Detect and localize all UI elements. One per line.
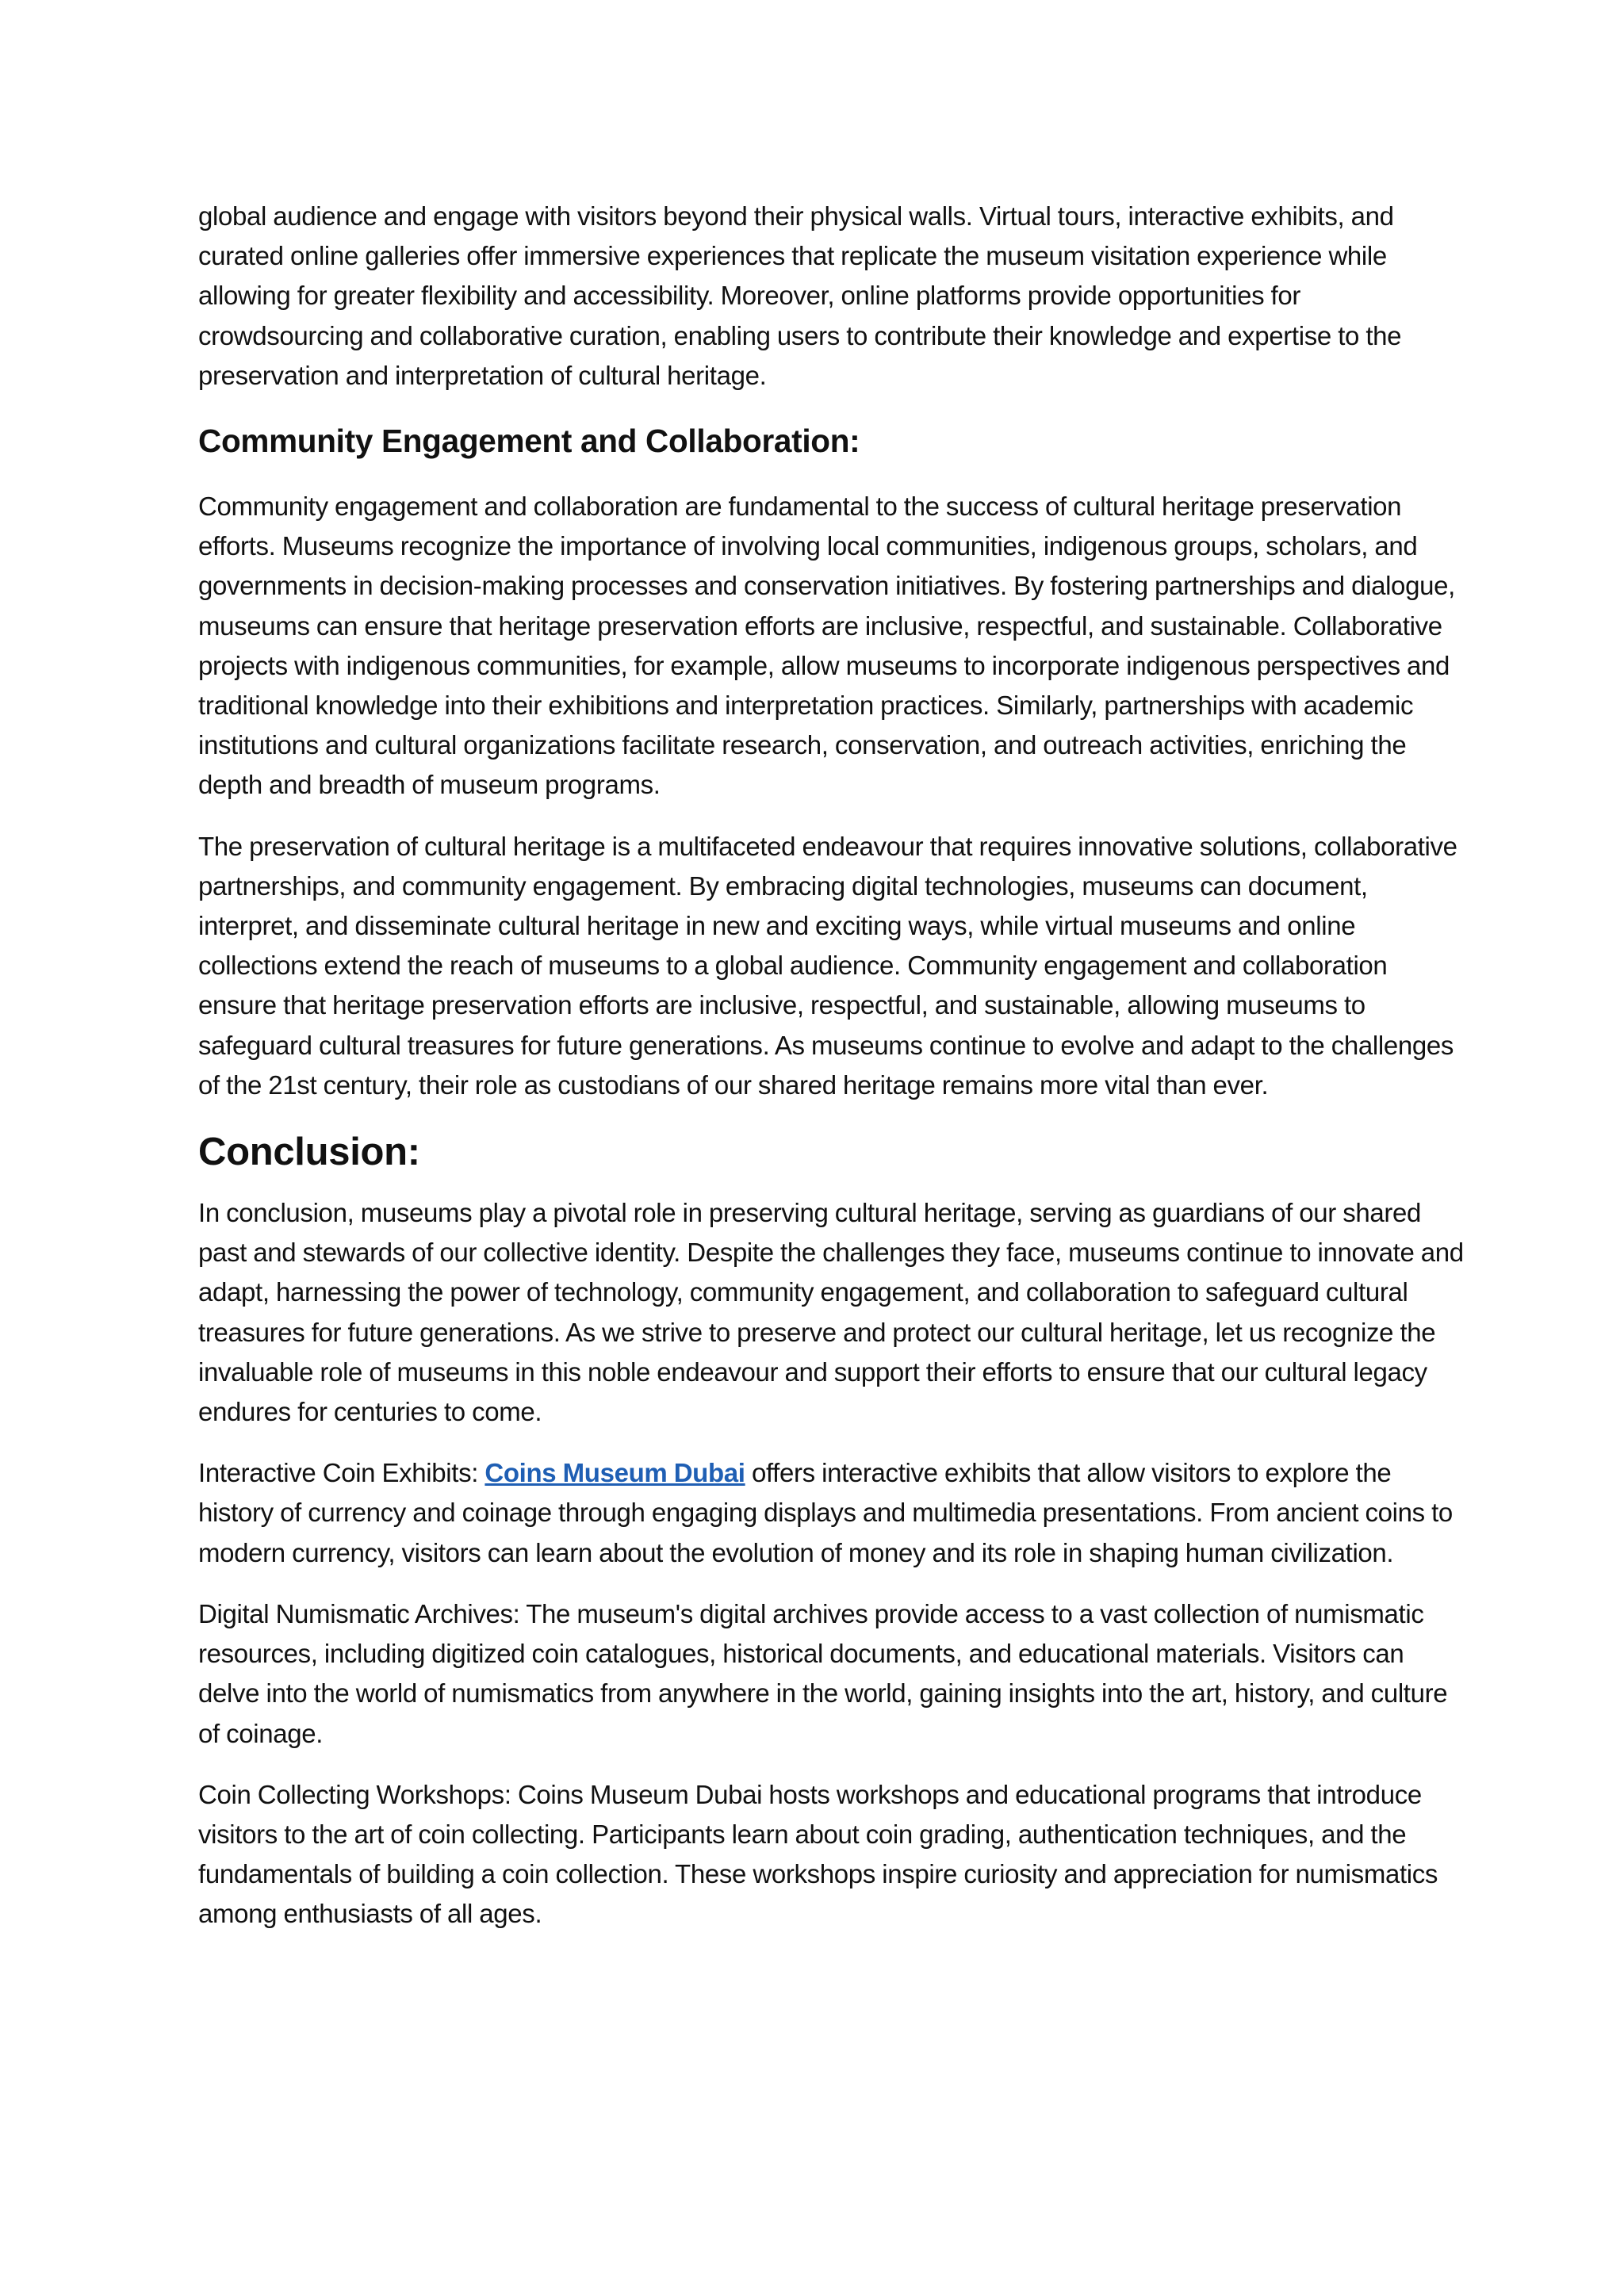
coins-museum-dubai-link[interactable]: Coins Museum Dubai [485, 1458, 745, 1488]
digital-archives-paragraph: Digital Numismatic Archives: The museum's digital archives provide access to a vast collection of numismatic resources, including digitized coin catalogues, historical documents, and educational materials. Visitors can delve into the world of numismatics from anywhere in the world, gaining insights into the art, history, and culture of coinage. [198, 1598, 1448, 1748]
conclusion-paragraph: In conclusion, museums play a pivotal role in preserving cultural heritage, serving as guardians of our shared past and stewards of our collective identity. Despite the challenges they face, museums continue to innovate and adapt, harnessing the power of technology, community engagement, and collaboration to safeguard cultural treasures for future generations. As we strive to preserve and protect our cultural heritage, let us recognize the invaluable role of museums in this noble endeavour and support their efforts to ensure that our cultural legacy endures for centuries to come. [198, 1198, 1464, 1427]
community-paragraph-2: The preservation of cultural heritage is a multifaceted endeavour that requires innovative solutions, collaborative partnerships, and community engagement. By embracing digital technologies, museums can document, interpret, and disseminate cultural heritage in new and exciting ways, while virtual museums and online collections extend the reach of museums to a global audience. Community engagement and collaboration ensure that heritage preservation efforts are inclusive, respectful, and sustainable, allowing museums to safeguard cultural treasures for future generations. As museums continue to evolve and adapt to the challenges of the 21st century, their role as custodians of our shared heritage remains more vital than ever. [198, 831, 1457, 1100]
section-heading-conclusion: Conclusion: [198, 1131, 420, 1174]
section-heading-community: Community Engagement and Collaboration: [198, 423, 860, 460]
interactive-prefix: Interactive Coin Exhibits: [198, 1458, 485, 1488]
interactive-exhibits-paragraph [198, 1453, 1467, 1573]
workshops-paragraph: Coin Collecting Workshops: Coins Museum Dubai hosts workshops and educational programs that introduce visitors to the art of coin collecting. Participants learn about coin grading, authentication techniques, and the fundamentals of building a coin collection. These workshops inspire curiosity and appreciation for numismatics among enthusiasts of all ages. [198, 1779, 1438, 1929]
interactive-suffix: offers interactive exhibits that allow visitors to explore the history of currency and coinage through engaging displays and multimedia presentations. From ancient coins to modern currency, visitors can learn about the evolution of money and its role in shaping human civilization. [198, 1458, 1453, 1567]
document-page [198, 197, 1467, 1956]
community-paragraph-1: Community engagement and collaboration are fundamental to the success of cultural heritage preservation efforts. Museums recognize the importance of involving local communities, indigenous groups, scholars, and governments in decision-making processes and conservation initiatives. By fostering partnerships and dialogue, museums can ensure that heritage preservation efforts are inclusive, respectful, and sustainable. Collaborative projects with indigenous communities, for example, allow museums to incorporate indigenous perspectives and traditional knowledge into their exhibitions and interpretation practices. Similarly, partnerships with academic institutions and cultural organizations facilitate research, conservation, and outreach activities, enriching the depth and breadth of museum programs. [198, 492, 1455, 800]
intro-paragraph: global audience and engage with visitors beyond their physical walls. Virtual tours, interactive exhibits, and curated online galleries offer immersive experiences that replicate the museum visitation experience while allowing for greater flexibility and accessibility. Moreover, online platforms provide opportunities for crowdsourcing and collaborative curation, enabling users to contribute their knowledge and expertise to the preservation and interpretation of cultural heritage. [198, 201, 1402, 390]
